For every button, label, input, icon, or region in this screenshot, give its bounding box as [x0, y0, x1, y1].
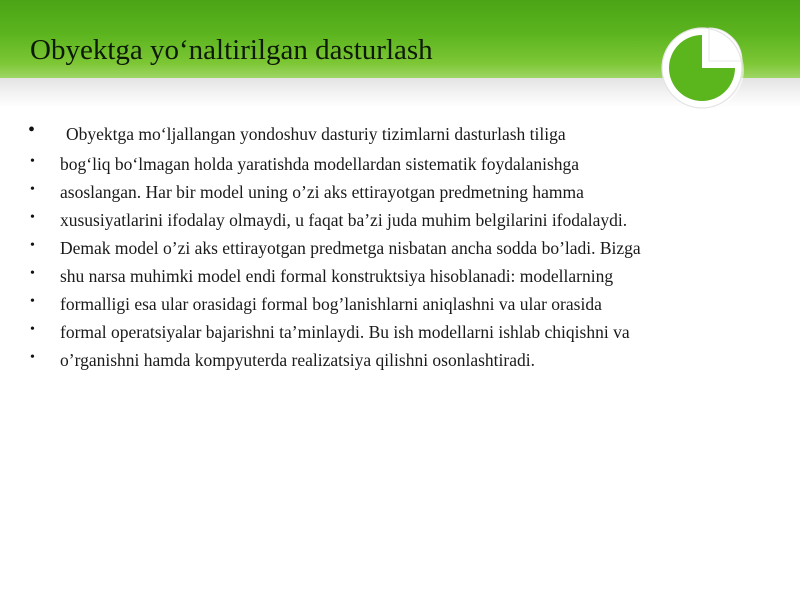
bullet-text: formal operatsiyalar bajarishni ta’minlaydi. Bu ish modellarni ishlab chiqishni va [60, 322, 630, 342]
slide-title: Obyektga yo‘naltirilgan dasturlash [30, 34, 433, 66]
bullet-text: xususiyatlarini ifodalay olmaydi, u faqat ba’zi juda muhim belgilarini ifodalaydi. [60, 210, 628, 230]
bullet-item [26, 294, 766, 314]
bullet-item [26, 322, 766, 342]
bullet-marker: • [30, 322, 35, 337]
bullet-marker: • [28, 119, 36, 141]
bullet-text: o’rganishni hamda kompyuterda realizatsiya qilishni osonlashtiradi. [60, 350, 535, 370]
bullet-text: Obyektga mo‘ljallangan yondoshuv dasturiy tizimlarni dasturlash tiliga [66, 124, 566, 144]
bullet-item [26, 238, 766, 258]
bullet-marker: • [30, 350, 35, 365]
bullet-item [26, 210, 766, 230]
bullet-text: shu narsa muhimki model endi formal konstruktsiya hisoblanadi: modellarning [60, 266, 614, 286]
bullet-item [26, 182, 766, 202]
bullet-marker: • [30, 210, 35, 225]
bullet-marker: • [30, 294, 35, 309]
bullet-marker: • [30, 238, 35, 253]
bullet-item [26, 350, 766, 370]
bullet-text: asoslangan. Har bir model uning o’zi aks ettirayotgan predmetning hamma [60, 182, 584, 202]
bullet-item [26, 266, 766, 286]
bullet-item [26, 119, 766, 144]
bullet-text: formalligi esa ular orasidagi formal bog’lanishlarni aniqlashni va ular orasida [60, 294, 602, 314]
bullet-text: bog‘liq bo‘lmagan holda yaratishda modellardan sistematik foydalanishga [60, 154, 580, 174]
pie-chart-logo-icon [652, 16, 752, 116]
bullet-text: Demak model o’zi aks ettirayotgan predmetga nisbatan ancha sodda bo’ladi. Bizga [60, 238, 641, 258]
bullet-list [26, 119, 766, 378]
bullet-item [26, 154, 766, 174]
bullet-marker: • [30, 182, 35, 197]
bullet-marker: • [30, 154, 35, 169]
bullet-marker: • [30, 266, 35, 281]
